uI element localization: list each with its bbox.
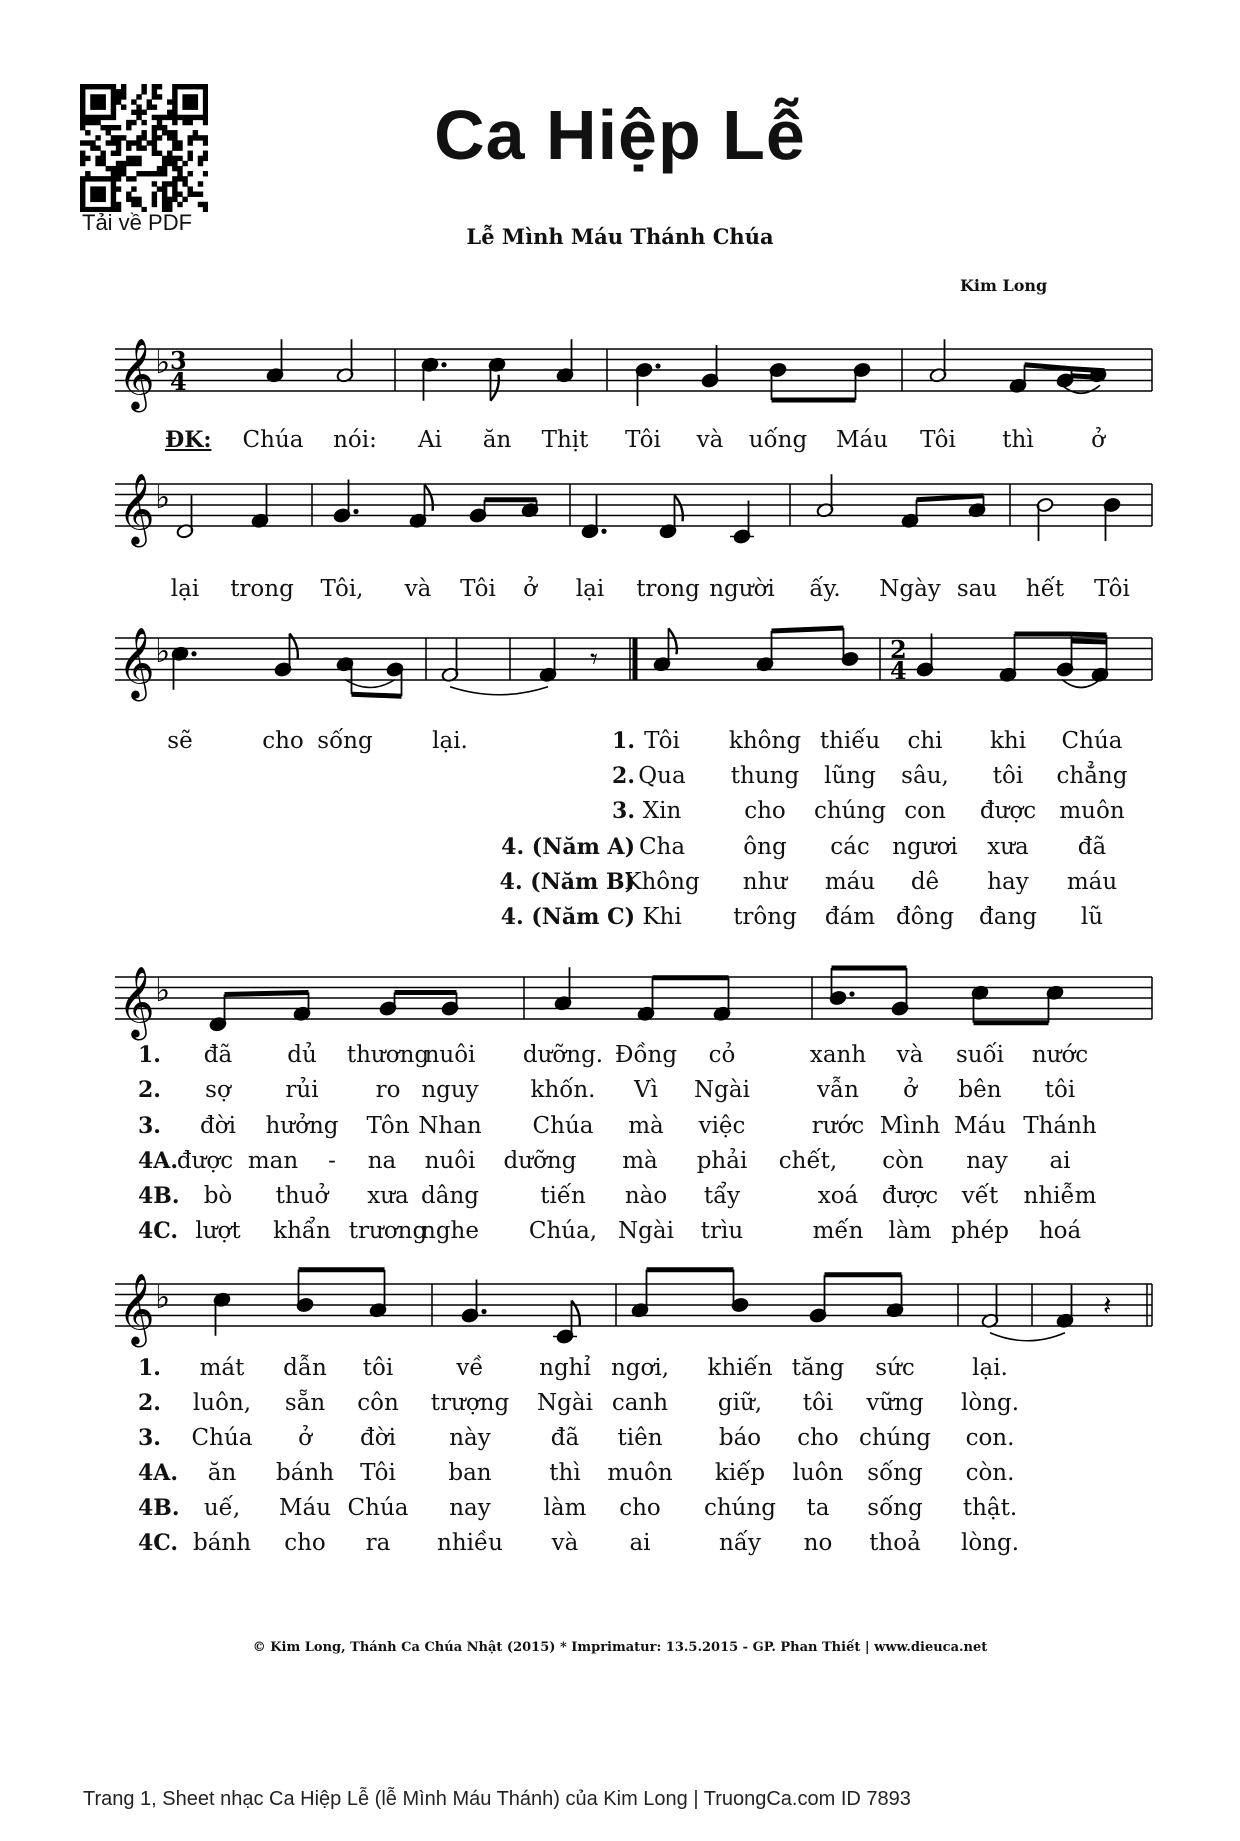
lyric-word: Chúa [1061, 728, 1123, 754]
dot [441, 362, 446, 367]
lyric-word: lại [170, 576, 200, 602]
lyric-word: lại [575, 576, 605, 602]
lyric-word: sau [956, 576, 998, 602]
dot [481, 1309, 486, 1314]
lyric-word: nào [624, 1183, 668, 1209]
lyric-word: sức [875, 1355, 915, 1381]
note-beam [1072, 641, 1107, 642]
lyric-word: bánh [192, 1530, 252, 1556]
lyric-word: chi [907, 728, 943, 754]
lyric-word: lũng [824, 763, 876, 789]
lyric-word: Máu [835, 427, 889, 453]
lyric-word: ban [448, 1460, 492, 1486]
lyric-word: dâng [421, 1183, 479, 1209]
lyric-word: thật. [962, 1495, 1018, 1521]
verse-label: 4. (Năm B) [499, 869, 635, 895]
lyric-word: Tôi [625, 427, 661, 453]
lyric-word: Tôi [460, 576, 496, 602]
verse-label: 4B. [138, 1495, 180, 1521]
lyric-word: lại. [432, 728, 468, 754]
lyric-word: và [696, 427, 724, 453]
lyric-word: chẳng [1056, 763, 1128, 789]
lyric-word: Tôi [1094, 576, 1130, 602]
lyric-word: nước [1031, 1042, 1089, 1068]
time-signature: 3 [170, 346, 187, 375]
lyric-word: nấy [719, 1530, 761, 1556]
lyric-word: na [367, 1148, 397, 1174]
lyric-word: nay [449, 1495, 491, 1521]
lyric-word: tôi [802, 1390, 834, 1416]
verse-label: 4C. [138, 1218, 179, 1244]
composer-name: Kim Long [960, 276, 1048, 295]
lyric-word: Máu [953, 1113, 1007, 1139]
lyric-word: trìu [700, 1218, 744, 1244]
lyric-word: thương [346, 1042, 430, 1068]
note-beam [1025, 365, 1072, 369]
lyric-word: và [896, 1042, 924, 1068]
lyric-word: Ngài [537, 1390, 593, 1416]
dot [191, 651, 196, 656]
verse-label: 1. [138, 1042, 161, 1068]
lyric-word: tiến [540, 1183, 586, 1209]
lyric-word: thuở [275, 1183, 329, 1209]
verse-label: 3. [138, 1113, 161, 1139]
lyric-word: Tôi [920, 427, 956, 453]
treble-clef: 𝄞 [118, 964, 155, 1038]
lyric-word: mà [628, 1113, 664, 1139]
lyric-word: khốn. [530, 1077, 596, 1103]
lyric-word: Thịt [541, 427, 589, 453]
lyric-word: thì [549, 1460, 581, 1486]
lyric-word: cho [797, 1425, 839, 1451]
lyric-word: chúng [858, 1425, 932, 1451]
lyric-word: Chúa [347, 1495, 409, 1521]
lyric-word: thì [1002, 427, 1034, 453]
lyric-word: thung [730, 763, 800, 789]
lyric-word: được [979, 798, 1037, 824]
lyric-word: ngơi, [610, 1355, 670, 1381]
lyric-word: ta [806, 1495, 830, 1521]
note-beam [352, 694, 402, 696]
flat-key-signature: ♭ [155, 343, 171, 381]
note-flag [675, 495, 683, 521]
verse-label: 2. [612, 763, 635, 789]
lyric-word: ở [298, 1425, 312, 1451]
lyric-word: Ai [418, 427, 442, 453]
lyric-word: Ngày [879, 576, 941, 602]
lyric-word: sợ [205, 1077, 231, 1103]
lyric-word: Ngài [618, 1218, 674, 1244]
treble-clef: 𝄞 [118, 471, 155, 545]
note-flag [491, 375, 499, 401]
eighth-rest: 𝄾 [590, 642, 598, 677]
lyric-word: tôi [1044, 1077, 1076, 1103]
treble-clef: 𝄞 [118, 625, 155, 699]
flat-key-signature: ♭ [155, 971, 171, 1009]
verse-label: 4. (Năm A) [501, 834, 635, 860]
lyric-word: vết [961, 1183, 999, 1209]
lyric-word: Khi [642, 904, 682, 930]
lyric-word: hưởng [265, 1113, 339, 1139]
lyric-word: chúng [813, 798, 887, 824]
lyric-word: làm [888, 1218, 932, 1244]
lyric-word: Tôn [366, 1113, 410, 1139]
lyric-word: lòng. [960, 1390, 1020, 1416]
lyric-word: rủi [285, 1077, 319, 1103]
lyric-word: Ngài [694, 1077, 750, 1103]
lyric-word: mát [199, 1355, 245, 1381]
lyric-word: Cha [638, 834, 686, 860]
lyric-word: xanh [809, 1042, 867, 1068]
lyric-word: đông [895, 904, 955, 930]
lyric-word: Chúa [191, 1425, 253, 1451]
lyric-word: thiếu [819, 728, 881, 754]
lyric-word: còn [882, 1148, 924, 1174]
lyric-word: trượng [430, 1390, 510, 1416]
lyric-word: hoá [1038, 1218, 1082, 1244]
flat-key-signature: ♭ [155, 632, 171, 670]
lyric-word: no [803, 1530, 833, 1556]
verse-label: 4A. [138, 1460, 179, 1486]
lyric-word: hay [987, 869, 1029, 895]
tie [450, 687, 548, 695]
lyric-word: - [328, 1148, 336, 1174]
lyric-word: đã [550, 1425, 580, 1451]
lyric-word: khiến [707, 1355, 773, 1381]
lyric-word: ở [1091, 427, 1105, 453]
lyric-word: tôi [362, 1355, 394, 1381]
lyric-word: Không [624, 869, 700, 895]
lyric-word: muôn [1059, 798, 1125, 824]
lyric-word: Nhan [418, 1113, 482, 1139]
lyric-word: nuôi [424, 1042, 476, 1068]
lyric-word: tăng [791, 1355, 845, 1381]
lyric-word: khẩn [273, 1218, 331, 1244]
lyric-word: Xin [642, 798, 682, 824]
lyric-word: côn [357, 1390, 399, 1416]
lyric-word: sẽ [167, 728, 193, 754]
lyric-word: máu [824, 869, 876, 895]
lyric-word: được [881, 1183, 939, 1209]
lyric-word: làm [543, 1495, 587, 1521]
lyric-word: sống [867, 1460, 923, 1486]
lyric-word: Tôi [360, 1460, 396, 1486]
lyric-word: ở [903, 1077, 917, 1103]
lyric-word: uống [748, 427, 808, 453]
lyric-word: dủ [287, 1042, 317, 1068]
verse-label: 4A. [138, 1148, 179, 1174]
copyright-line: © Kim Long, Thánh Ca Chúa Nhật (2015) * Imprimatur: 13.5.2015 - GP. Phan Thiết | www.dieuca.net [252, 1640, 988, 1655]
dot [849, 991, 854, 996]
lyric-word: việc [698, 1113, 746, 1139]
lyric-word: bánh [275, 1460, 335, 1486]
lyric-word: rước [811, 1113, 865, 1139]
lyric-word: cho [284, 1530, 326, 1556]
lyric-word: lại. [972, 1355, 1008, 1381]
lyric-word: con [904, 798, 946, 824]
lyric-word: Máu [278, 1495, 332, 1521]
lyric-word: lòng. [960, 1530, 1020, 1556]
refrain-label: ĐK: [165, 427, 212, 453]
lyric-word: không [728, 728, 802, 754]
verse-label: 4B. [138, 1183, 180, 1209]
lyric-word: đời [360, 1425, 396, 1451]
verse-label: 3. [138, 1425, 161, 1451]
lyric-word: đời [200, 1113, 236, 1139]
lyric-word: đã [203, 1042, 233, 1068]
lyric-word: lượt [195, 1218, 241, 1244]
note-beam [1072, 376, 1105, 378]
lyric-word: cho [744, 798, 786, 824]
lyric-word: Tôi, [320, 576, 364, 602]
lyric-word: nay [966, 1148, 1008, 1174]
lyric-word: Đồng [614, 1042, 678, 1068]
lyric-word: tiên [617, 1425, 663, 1451]
lyric-word: xưa [367, 1183, 409, 1209]
lyric-word: sống [867, 1495, 923, 1521]
note-beam [1072, 634, 1107, 635]
note-flag [425, 485, 433, 511]
lyric-word: dẫn [283, 1355, 327, 1381]
lyric-word: Thánh [1023, 1113, 1097, 1139]
lyric-word: các [830, 834, 870, 860]
lyric-word: cho [619, 1495, 661, 1521]
lyric-word: nguy [421, 1077, 479, 1103]
lyric-word: người [709, 576, 775, 602]
note-beam [225, 993, 309, 995]
lyric-word: đã [1077, 834, 1107, 860]
verse-label: 2. [138, 1077, 161, 1103]
lyric-word: ai [1049, 1148, 1071, 1174]
lyric-word: thoả [869, 1530, 921, 1556]
lyric-word: phải [696, 1148, 748, 1174]
lyric-word: ăn [207, 1460, 237, 1486]
lyric-word: dưỡng [503, 1148, 577, 1174]
treble-clef: 𝄞 [118, 1271, 155, 1345]
lyric-word: Qua [638, 763, 686, 789]
lyric-word: dưỡng. [522, 1042, 604, 1068]
lyric-word: kiếp [714, 1460, 766, 1486]
lyric-word: nuôi [424, 1148, 476, 1174]
lyric-word: mà [622, 1148, 658, 1174]
time-signature: 2 [890, 635, 907, 664]
lyric-word: phép [951, 1218, 1009, 1244]
lyric-word: nhiễm [1023, 1183, 1097, 1209]
time-signature: 4 [170, 367, 187, 396]
dot [353, 509, 358, 514]
lyric-word: Chúa [242, 427, 304, 453]
lyric-word: và [404, 576, 432, 602]
lyric-word: dê [910, 869, 940, 895]
lyric-word: cỏ [708, 1042, 736, 1068]
flat-key-signature: ♭ [155, 1278, 171, 1316]
time-signature: 4 [890, 656, 907, 685]
lyric-word: xoá [817, 1183, 859, 1209]
lyric-word: trương [348, 1218, 428, 1244]
lyric-word: trong [230, 576, 294, 602]
lyric-word: nhiều [437, 1530, 503, 1556]
lyric-word: Mình [879, 1113, 941, 1139]
lyric-word: ăn [482, 427, 512, 453]
lyric-word: sẵn [284, 1390, 326, 1416]
lyric-word: được [176, 1148, 234, 1174]
lyric-word: cho [262, 728, 304, 754]
lyric-word: ngươi [892, 834, 958, 860]
lyric-word: còn. [965, 1460, 1015, 1486]
download-pdf-label[interactable]: Tải về PDF [82, 210, 193, 235]
lyric-word: con. [965, 1425, 1015, 1451]
lyric-word: sâu, [901, 763, 949, 789]
verse-label: 4. (Năm C) [500, 904, 635, 930]
lyric-word: lũ [1080, 904, 1104, 930]
lyric-word: sống [317, 728, 373, 754]
lyric-word: man [247, 1148, 299, 1174]
lyric-word: bên [958, 1077, 1002, 1103]
lyric-word: mến [812, 1218, 864, 1244]
verse-label: 3. [612, 798, 635, 824]
lyric-word: ra [365, 1530, 391, 1556]
lyric-word: ông [743, 834, 787, 860]
dot [655, 363, 660, 368]
song-subtitle: Lễ Mình Máu Thánh Chúa [466, 224, 774, 249]
tie [990, 1333, 1065, 1341]
lyric-word: ro [375, 1077, 401, 1103]
lyric-word: vững [866, 1390, 924, 1416]
lyric-word: hết [1025, 576, 1065, 602]
lyric-word: chết, [778, 1148, 838, 1174]
lyric-word: luôn, [192, 1390, 252, 1416]
flat-key-signature: ♭ [155, 478, 171, 516]
lyric-word: tôi [992, 763, 1024, 789]
dot [601, 529, 606, 534]
lyric-word: tẩy [703, 1183, 741, 1209]
lyric-word: như [742, 869, 788, 895]
lyric-word: báo [718, 1425, 762, 1451]
lyric-word: máu [1066, 869, 1118, 895]
lyric-word: nghe [421, 1218, 479, 1244]
lyric-word: Chúa [532, 1113, 594, 1139]
lyric-word: suối [955, 1042, 1005, 1068]
lyric-word: về [456, 1355, 484, 1381]
lyric-word: xưa [987, 834, 1029, 860]
verse-label: 2. [138, 1390, 161, 1416]
lyric-word: giữ, [717, 1390, 763, 1416]
note-beam [917, 496, 984, 500]
verse-label: 1. [612, 728, 635, 754]
lyric-word: ấy. [809, 576, 841, 602]
lyric-word: nói: [333, 427, 377, 453]
lyric-word: trông [733, 904, 797, 930]
lyric-word: ai [629, 1530, 651, 1556]
lyric-word: Chúa, [528, 1218, 598, 1244]
lyric-word: vẫn [817, 1077, 859, 1103]
lyric-word: trong [636, 576, 700, 602]
note-flag [669, 628, 677, 654]
lyric-word: và [551, 1530, 579, 1556]
lyric-word: này [449, 1425, 491, 1451]
quarter-rest: 𝄽 [1103, 1289, 1112, 1322]
note-beam [1072, 369, 1105, 371]
verse-label: 4C. [138, 1530, 179, 1556]
lyric-word: đang [979, 904, 1037, 930]
note-beam [772, 628, 844, 631]
lyric-word: đám [824, 904, 876, 930]
verse-label: 1. [138, 1355, 161, 1381]
lyric-word: nghỉ [539, 1355, 591, 1381]
lyric-word: chúng [703, 1495, 777, 1521]
treble-clef: 𝄞 [118, 336, 155, 410]
lyric-word: canh [611, 1390, 669, 1416]
page-footer: Trang 1, Sheet nhạc Ca Hiệp Lễ (lễ Mình Máu Thánh) của Kim Long | TruongCa.com ID 7893 [83, 1788, 911, 1810]
lyric-word: muôn [607, 1460, 673, 1486]
lyric-word: bò [203, 1183, 233, 1209]
lyric-word: Vì [634, 1077, 658, 1103]
song-title: Ca Hiệp Lễ [434, 96, 806, 174]
lyric-word: luôn [792, 1460, 844, 1486]
lyric-word: uế, [203, 1495, 241, 1521]
lyric-word: ở [523, 576, 537, 602]
lyric-word: khi [989, 728, 1027, 754]
lyric-word: Tôi [644, 728, 680, 754]
